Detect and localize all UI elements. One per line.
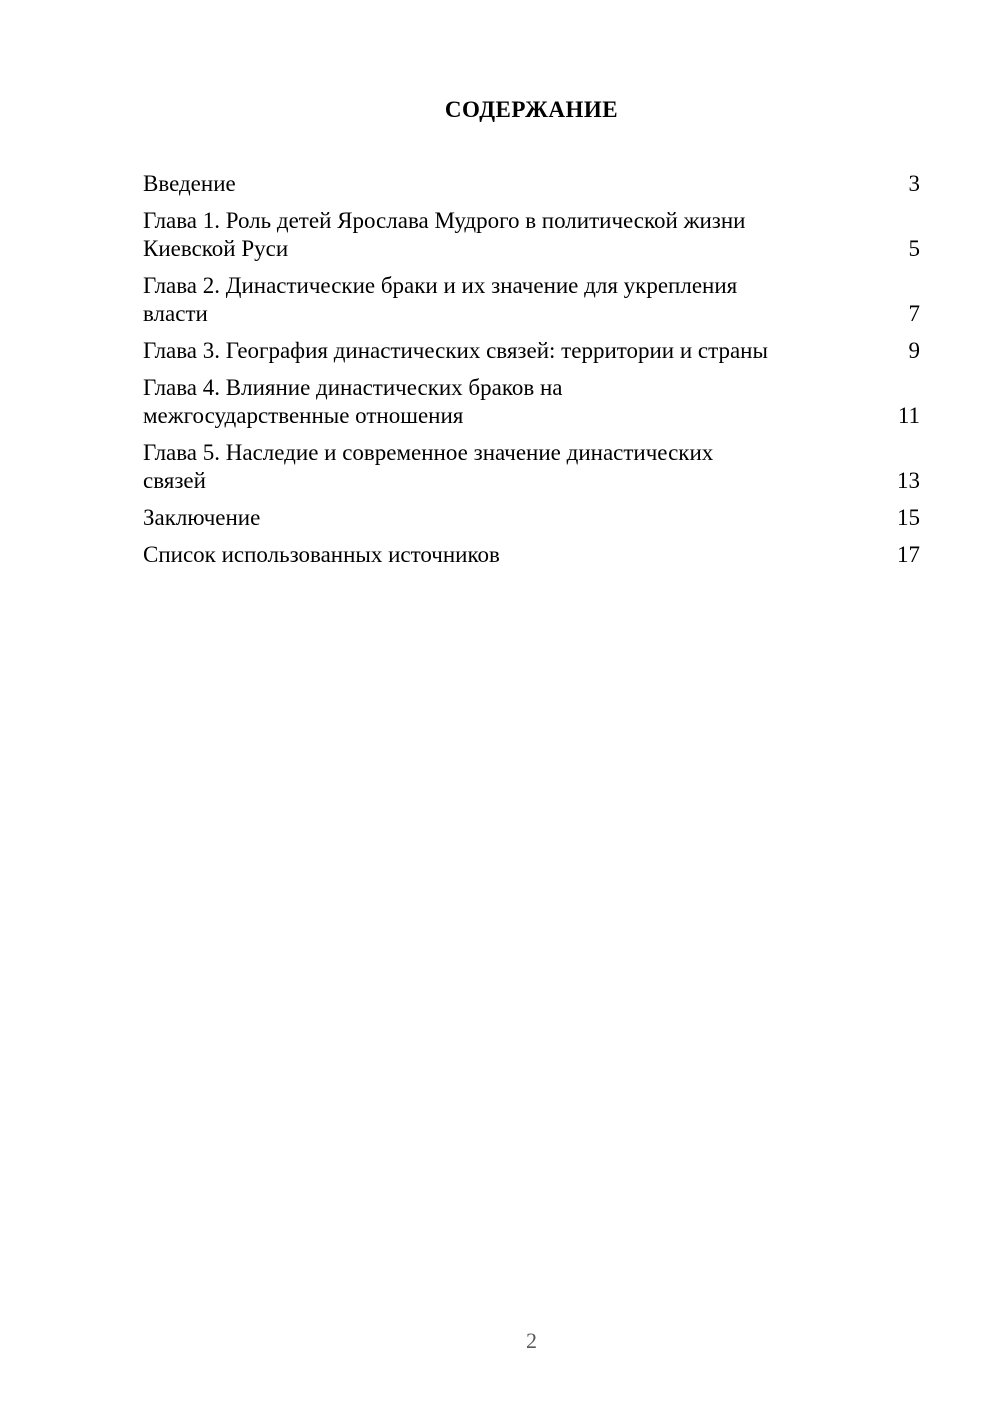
toc-entry-page-number: 17 <box>897 542 920 567</box>
toc-entry-page-number: 9 <box>908 338 920 363</box>
toc-entry-page-number: 13 <box>897 468 920 493</box>
toc-row-chapter-3 <box>143 337 920 365</box>
toc-entry-label: Глава 5. Наследие и современное значение династических связей <box>143 440 714 493</box>
toc-row-chapter-5 <box>143 439 920 495</box>
toc-entry-page-number: 15 <box>897 505 920 530</box>
toc-row-chapter-2 <box>143 272 920 328</box>
footer-page-number: 2 <box>526 1328 537 1353</box>
toc-row-conclusion <box>143 504 920 532</box>
toc-entry-label: Глава 1. Роль детей Ярослава Мудрого в политической жизни Киевской Руси <box>143 208 746 261</box>
toc-row-chapter-4 <box>143 374 920 430</box>
toc-row-sources <box>143 541 920 569</box>
toc-entry-label: Заключение <box>143 505 261 530</box>
table-of-contents <box>143 170 920 569</box>
toc-entry-label: Глава 2. Династические браки и их значение для укрепления власти <box>143 273 738 326</box>
toc-entry-page-number: 5 <box>908 236 920 261</box>
toc-row-chapter-1 <box>143 207 920 263</box>
toc-row-introduction <box>143 170 920 198</box>
toc-entry-page-number: 7 <box>908 301 920 326</box>
toc-entry-label: Список использованных источников <box>143 542 500 567</box>
toc-entry-label: Глава 3. География династических связей: территории и страны <box>143 338 768 363</box>
page-title: СОДЕРЖАНИЕ <box>444 97 619 122</box>
toc-entry-page-number: 11 <box>897 403 920 428</box>
toc-entry-page-number: 3 <box>908 171 920 196</box>
toc-entry-label: Введение <box>143 171 236 196</box>
toc-entry-label: Глава 4. Влияние династических браков на межгосударственные отношения <box>143 375 563 428</box>
page-content <box>143 96 920 578</box>
